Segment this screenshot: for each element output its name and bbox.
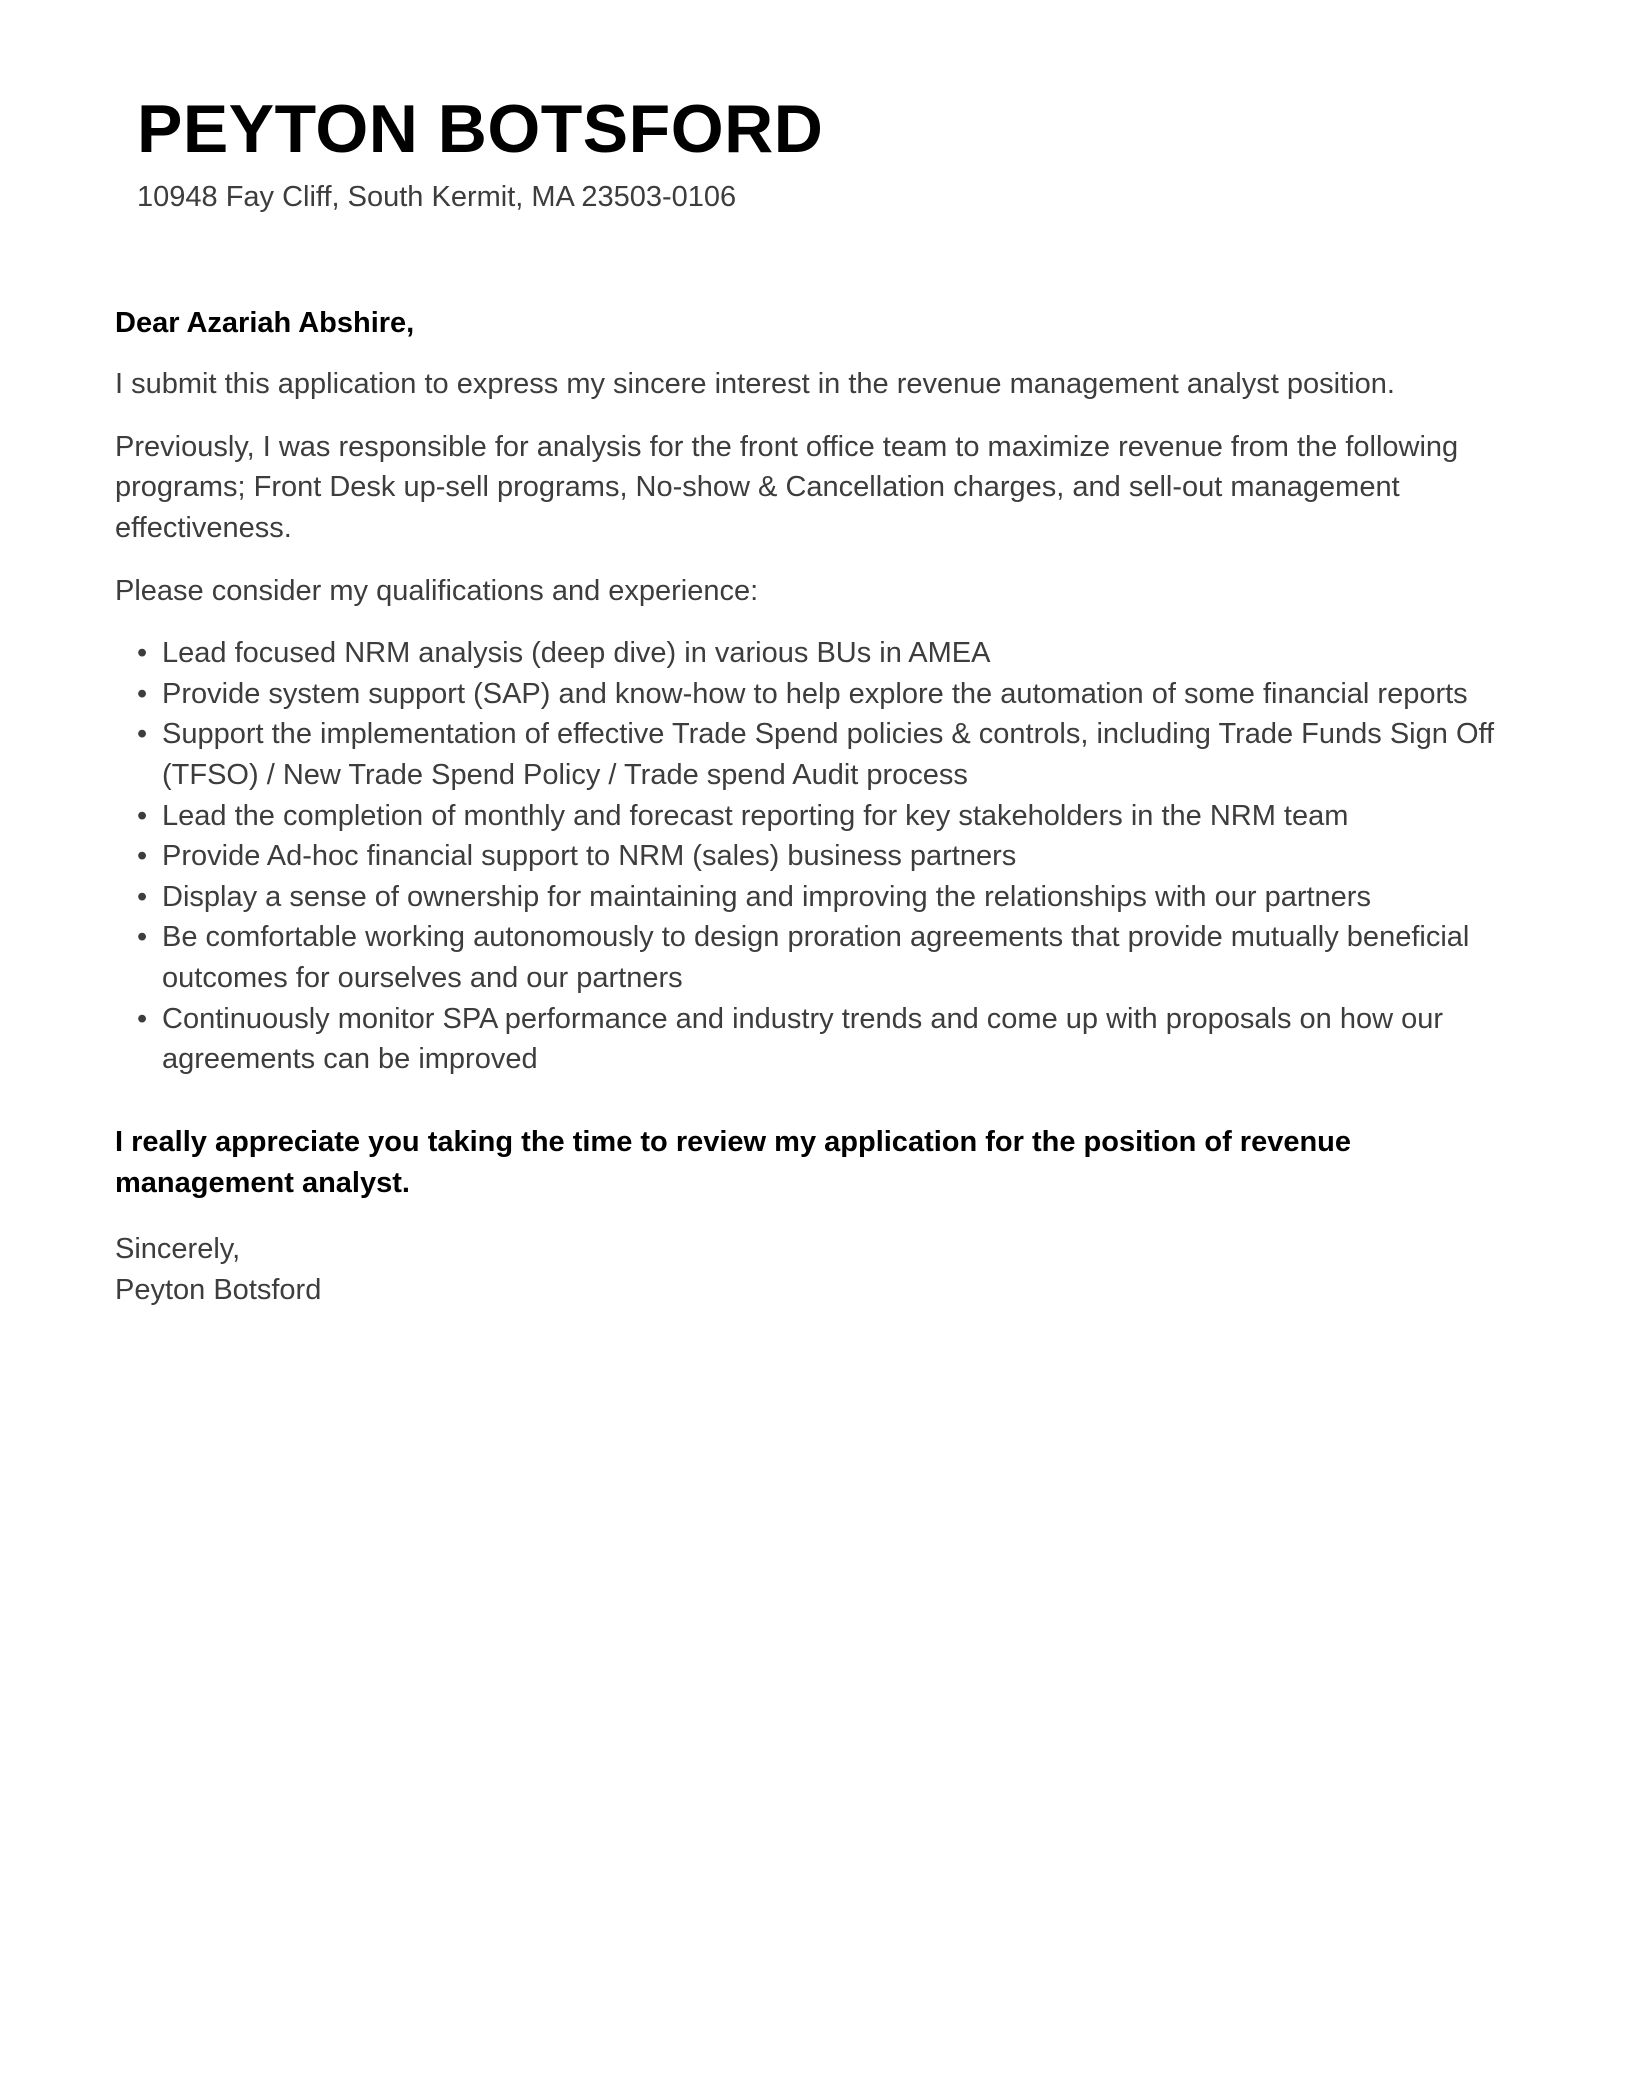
paragraph-experience: Previously, I was responsible for analysis for the front office team to maximize revenue from the following programs; Front Desk up-sell programs, No-show & Cancellation charges, and sell-out management effectiveness. bbox=[115, 430, 1459, 544]
letter-header bbox=[137, 0, 1520, 218]
signoff-block bbox=[115, 1229, 1520, 1310]
list-item: • Lead the completion of monthly and forecast reporting for key stakeholders in the NRM team bbox=[162, 796, 1520, 837]
list-item: • Provide system support (SAP) and know-how to help explore the automation of some financial reports bbox=[162, 674, 1520, 715]
qualifications-list bbox=[115, 633, 1520, 1080]
applicant-address: 10948 Fay Cliff, South Kermit, MA 23503-0106 bbox=[137, 181, 737, 213]
paragraph-qualifications-lead: Please consider my qualifications and experience: bbox=[115, 574, 759, 607]
closing-statement: I really appreciate you taking the time to review my application for the position of revenue management analyst. bbox=[115, 1125, 1352, 1199]
signature-name: Peyton Botsford bbox=[115, 1273, 322, 1306]
signoff: Sincerely, bbox=[115, 1233, 241, 1266]
paragraph-intro: I submit this application to express my sincere interest in the revenue management analyst position. bbox=[115, 368, 1395, 401]
list-item: • Display a sense of ownership for maintaining and improving the relationships with our partners bbox=[162, 877, 1520, 918]
list-item: • Support the implementation of effective Trade Spend policies & controls, including Trade Funds Sign Off (TFSO) / New Trade Spend Policy / Trade spend Audit process bbox=[162, 714, 1520, 795]
list-item: • Provide Ad-hoc financial support to NRM (sales) business partners bbox=[162, 836, 1520, 877]
applicant-name: PEYTON BOTSFORD bbox=[137, 91, 824, 167]
salutation: Dear Azariah Abshire, bbox=[115, 306, 415, 339]
list-item: • Continuously monitor SPA performance and industry trends and come up with proposals on how our agreements can be improved bbox=[162, 999, 1520, 1080]
list-item: • Lead focused NRM analysis (deep dive) in various BUs in AMEA bbox=[162, 633, 1520, 674]
list-item: • Be comfortable working autonomously to design proration agreements that provide mutually beneficial outcomes for ourselves and our partners bbox=[162, 917, 1520, 998]
